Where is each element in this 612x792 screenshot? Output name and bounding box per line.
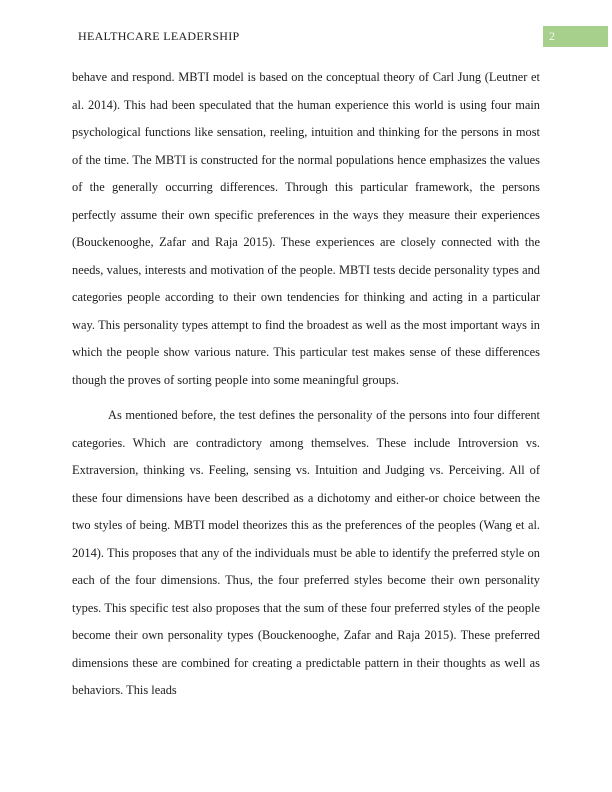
- running-head: HEALTHCARE LEADERSHIP: [78, 29, 240, 43]
- paragraph-second: As mentioned before, the test defines the personality of the persons into four different categories. Which are contradictory among themselves. These include Introversion vs. Extraversion, thinking vs. Feeling, sensing vs. Intuition and Judging vs. Perceiving. All of these four dimensions have been described as a dichotomy and either-or choice between the two styles of being. MBTI model theorizes this as the preferences of the peoples (Wang et al. 2014). This proposes that any of the individuals must be able to identify the preferred style on each of the four dimensions. Thus, the four preferred styles become their own personality types. This specific test also proposes that the sum of these four preferred styles of the people become their own personality types (Bouckenooghe, Zafar and Raja 2015). These preferred dimensions these are combined for creating a predictable pattern in their thoughts as well as behaviors. This leads: [72, 408, 540, 697]
- page-number-badge: [543, 26, 608, 47]
- document-body: [72, 64, 540, 705]
- page-number: 2: [549, 29, 555, 43]
- paragraph-continuation: behave and respond. MBTI model is based on the conceptual theory of Carl Jung (Leutner et al. 2014). This had been speculated that the human experience this world is using four main psychological functions like sensation, reeling, intuition and thinking for the persons in most of the time. The MBTI is constructed for the normal populations hence emphasizes the values of the generally occurring differences. Through this particular framework, the persons perfectly assume their own specific preferences in the ways they measure their experiences (Bouckenooghe, Zafar and Raja 2015). These experiences are closely connected with the needs, values, interests and motivation of the people. MBTI tests decide personality types and categories people according to their own tendencies for thinking and acting in a particular way. This personality types attempt to find the broadest as well as the most important ways in which the people show various nature. This particular test makes sense of these differences though the proves of sorting people into some meaningful groups.: [72, 70, 540, 387]
